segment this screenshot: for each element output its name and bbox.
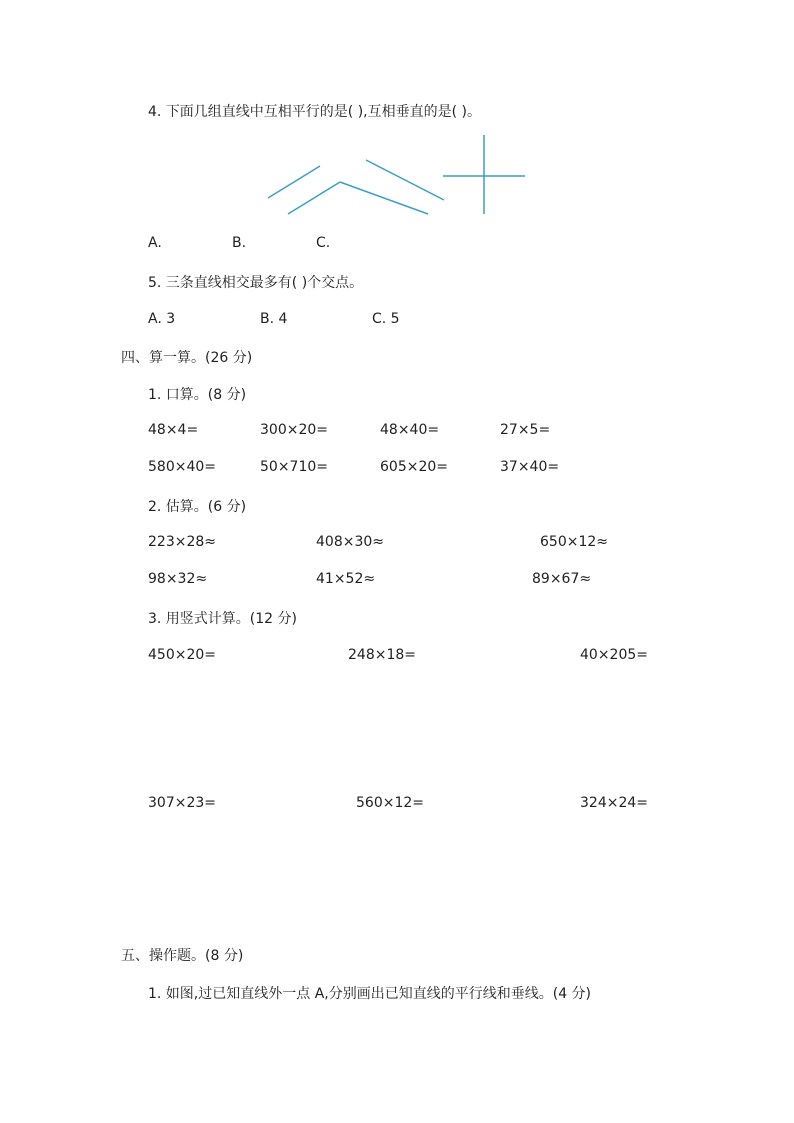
s3-r2-c2: 560×12= xyxy=(356,795,424,811)
s1-r2-c3: 605×20= xyxy=(380,459,448,475)
q4-option-b: B. xyxy=(232,235,247,251)
q5-option-b: B. 4 xyxy=(260,311,288,327)
q5-text: 5. 三条直线相交最多有( )个交点。 xyxy=(148,275,364,291)
s2-title: 2. 估算。(6 分) xyxy=(148,499,247,515)
op1-text: 1. 如图,过已知直线外一点 A,分别画出已知直线的平行线和垂线。(4 分) xyxy=(148,986,592,1002)
s3-r2-c3: 324×24= xyxy=(580,795,648,811)
s2-r1-c1: 223×28≈ xyxy=(148,534,216,550)
s1-r1-c1: 48×4= xyxy=(148,422,199,438)
q4-a-line-2 xyxy=(288,182,340,214)
s1-r2-c2: 50×710= xyxy=(260,459,328,475)
q4-text: 4. 下面几组直线中互相平行的是( ),互相垂直的是( )。 xyxy=(148,104,482,120)
section-5-title: 五、操作题。(8 分) xyxy=(121,948,244,964)
s2-r2-c3: 89×67≈ xyxy=(532,571,592,587)
s3-r2-c1: 307×23= xyxy=(148,795,216,811)
s1-r1-c3: 48×40= xyxy=(380,422,440,438)
s1-r2-c1: 580×40= xyxy=(148,459,216,475)
s1-r1-c4: 27×5= xyxy=(500,422,551,438)
q4-option-c: C. xyxy=(316,235,331,251)
q4-b-line-2 xyxy=(366,160,444,200)
s1-r1-c2: 300×20= xyxy=(260,422,328,438)
s3-title: 3. 用竖式计算。(12 分) xyxy=(148,611,297,627)
q5-option-c: C. 5 xyxy=(372,311,400,327)
q4-figure xyxy=(260,130,540,220)
s2-r2-c2: 41×52≈ xyxy=(316,571,376,587)
q4-option-a: A. xyxy=(148,235,162,251)
s3-r1-c2: 248×18= xyxy=(348,647,416,663)
section-4-title: 四、算一算。(26 分) xyxy=(121,350,253,366)
q5-option-a: A. 3 xyxy=(148,311,176,327)
q4-b-line-1 xyxy=(340,182,428,214)
s3-r1-c1: 450×20= xyxy=(148,647,216,663)
s2-r1-c3: 650×12≈ xyxy=(540,534,608,550)
q4-a-line-1 xyxy=(268,166,320,198)
s3-r1-c3: 40×205= xyxy=(580,647,648,663)
s2-r1-c2: 408×30≈ xyxy=(316,534,384,550)
s1-title: 1. 口算。(8 分) xyxy=(148,387,247,403)
s1-r2-c4: 37×40= xyxy=(500,459,560,475)
s2-r2-c1: 98×32≈ xyxy=(148,571,208,587)
